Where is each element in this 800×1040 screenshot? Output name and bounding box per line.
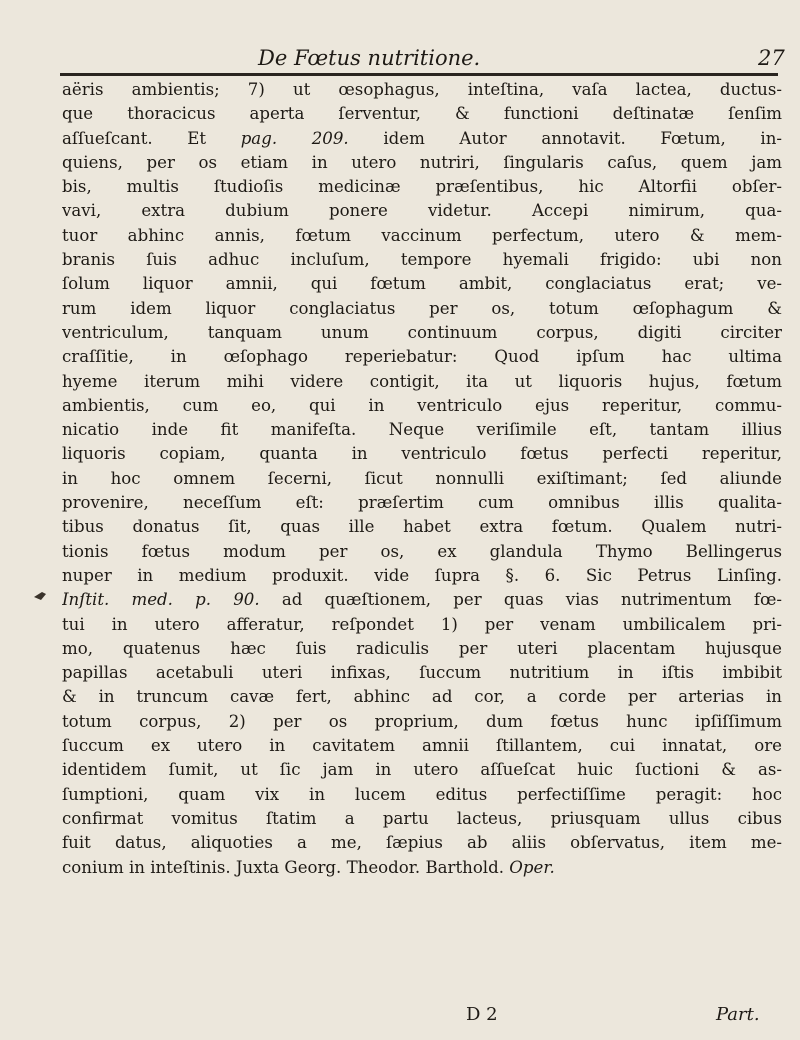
text-line: nicatio inde fit manifeſta. Neque veriſimile eſt, tantam illius xyxy=(62,420,782,440)
text-line: provenire, neceſſum eſt: præſertim cum omnibus illis qualita- xyxy=(62,493,782,513)
text-line: tionis fœtus modum per os, ex glandula Thymo Bellingerus xyxy=(62,541,782,561)
text-line: papillas acetabuli uteri infixas, ſuccum nutritium in iſtis imbibit xyxy=(62,663,782,683)
text-line: aëris ambientis; 7) ut œsophagus, inteſtina, vaſa lactea, ductus- xyxy=(62,80,782,99)
text-line: liquoris copiam, quanta in ventriculo fœtus perfecti reperitur, xyxy=(62,444,782,464)
body-text xyxy=(62,78,782,880)
page-number: 27 xyxy=(758,46,785,70)
page-header xyxy=(0,40,800,76)
text-line: hyeme iterum mihi videre contigit, ita ut liquoris hujus, fœtum xyxy=(62,371,782,391)
text-line: ventriculum, tanquam unum continuum corpus, digiti circiter xyxy=(62,322,782,342)
text-line: mo, quatenus hæc ſuis radiculis per uteri placentam hujusque xyxy=(62,638,782,658)
text-line: ſuccum ex utero in cavitatem amnii ſtillantem, cui innatat, ore xyxy=(62,736,782,756)
signature-mark: D 2 xyxy=(466,1004,498,1025)
text-line: in hoc omnem ſecerni, ſicut nonnulli exiſtimant; ſed aliunde xyxy=(62,468,782,488)
text-line: ſolum liquor amnii, qui fœtum ambit, conglaciatus erat; ve- xyxy=(62,274,782,294)
catchword: Part. xyxy=(716,1004,760,1025)
text-line: nuper in medium produxit. vide ſupra §. 6. Sic Petrus Linſing. xyxy=(62,565,782,585)
text-line: bis, multis ſtudioſis medicinæ præſentibus, hic Altorfii obſer- xyxy=(62,177,782,197)
text-line: fuit datus, aliquoties a me, ſæpius ab aliis obſervatus, item me- xyxy=(62,833,782,853)
text-line: vavi, extra dubium ponere videtur. Accepi nimirum, qua- xyxy=(62,201,782,221)
text-line: confirmat vomitus ſtatim a partu lacteus, priusquam ullus cibus xyxy=(62,808,782,828)
text-line: que thoracicus aperta ſerventur, & functioni deſtinatæ ſenſim xyxy=(62,104,782,124)
text-line: branis ſuis adhuc incluſum, tempore hyemali frigido: ubi non xyxy=(62,250,782,270)
page-footer xyxy=(0,1004,800,1030)
text-line: identidem ſumit, ut ſic jam in utero aſſueſcat huic ſuctioni & as- xyxy=(62,760,782,780)
text-line: tuor abhinc annis, fœtum vaccinum perfectum, utero & mem- xyxy=(62,225,782,245)
text-line: & in truncum cavæ fert, abhinc ad cor, a corde per arterias in xyxy=(62,687,782,707)
text-line: ſumptioni, quam vix in lucem editus perfectiſſime peragit: hoc xyxy=(62,784,782,804)
text-line: rum idem liquor conglaciatus per os, totum œſophagum & xyxy=(62,298,782,318)
text-line: tui in utero afferatur, reſpondet 1) per venam umbilicalem pri- xyxy=(62,614,782,634)
header-rule xyxy=(60,73,778,76)
text-line: aſſueſcant. Et pag. 209. idem Autor annotavit. Fœtum, in- xyxy=(62,128,782,148)
pointing-mark-icon xyxy=(32,588,48,604)
text-line: tibus donatus ſit, quas ille habet extra fœtum. Qualem nutri- xyxy=(62,517,782,537)
text-line: conium in inteſtinis. Juxta Georg. Theodor. Barthold. Oper. xyxy=(62,857,555,877)
running-head: De Fœtus nutritione. xyxy=(258,46,481,70)
text-line: ambientis, cum eo, qui in ventriculo ejus reperitur, commu- xyxy=(62,395,782,415)
text-line: craſſitie, in œſophago reperiebatur: Quod ipſum hac ultima xyxy=(62,347,782,367)
text-line: quiens, per os etiam in utero nutriri, ſingularis caſus, quem jam xyxy=(62,152,782,172)
text-line: totum corpus, 2) per os proprium, dum fœtus hunc ipſiſſimum xyxy=(62,711,782,731)
text-line: Inſtit. med. p. 90. ad quæſtionem, per quas vias nutrimentum fœ- xyxy=(62,590,782,610)
